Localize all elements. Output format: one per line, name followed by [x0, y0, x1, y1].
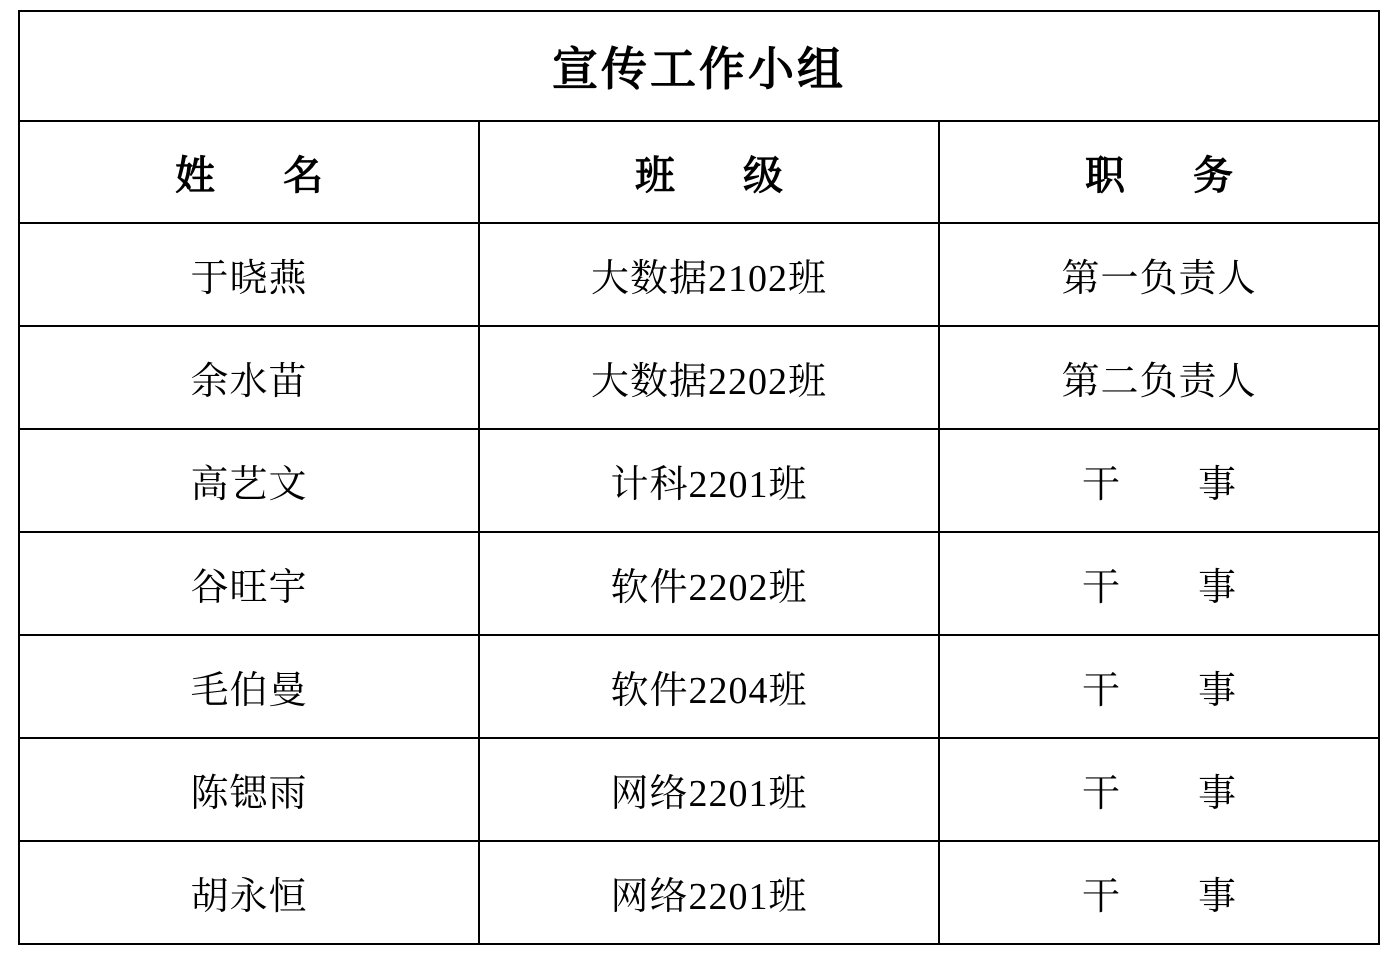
cell-class: 计科2201班: [479, 429, 939, 532]
table-row: [19, 326, 1379, 429]
cell-role: 第二负责人: [939, 326, 1379, 429]
table-row: [19, 223, 1379, 326]
cell-class: 大数据2102班: [479, 223, 939, 326]
cell-role: 干 事: [939, 841, 1379, 944]
table-row: [19, 635, 1379, 738]
cell-name: 毛伯曼: [19, 635, 479, 738]
cell-name: 于晓燕: [19, 223, 479, 326]
cell-name: 胡永恒: [19, 841, 479, 944]
table-header-row: [19, 121, 1379, 223]
cell-class: 软件2202班: [479, 532, 939, 635]
table-title-row: [19, 11, 1379, 121]
column-header-name: 姓 名: [19, 121, 479, 223]
column-header-role: 职 务: [939, 121, 1379, 223]
page-title: 宣传工作小组: [19, 11, 1379, 121]
cell-role: 第一负责人: [939, 223, 1379, 326]
cell-name: 高艺文: [19, 429, 479, 532]
table-row: [19, 841, 1379, 944]
cell-name: 余水苗: [19, 326, 479, 429]
column-header-class: 班 级: [479, 121, 939, 223]
cell-role: 干 事: [939, 635, 1379, 738]
cell-role: 干 事: [939, 429, 1379, 532]
cell-role: 干 事: [939, 532, 1379, 635]
table-row: [19, 532, 1379, 635]
cell-name: 谷旺宇: [19, 532, 479, 635]
cell-name: 陈锶雨: [19, 738, 479, 841]
table-row: [19, 429, 1379, 532]
cell-class: 网络2201班: [479, 738, 939, 841]
cell-class: 大数据2202班: [479, 326, 939, 429]
table-row: [19, 738, 1379, 841]
cell-class: 网络2201班: [479, 841, 939, 944]
cell-role: 干 事: [939, 738, 1379, 841]
work-group-table: [18, 10, 1380, 945]
cell-class: 软件2204班: [479, 635, 939, 738]
